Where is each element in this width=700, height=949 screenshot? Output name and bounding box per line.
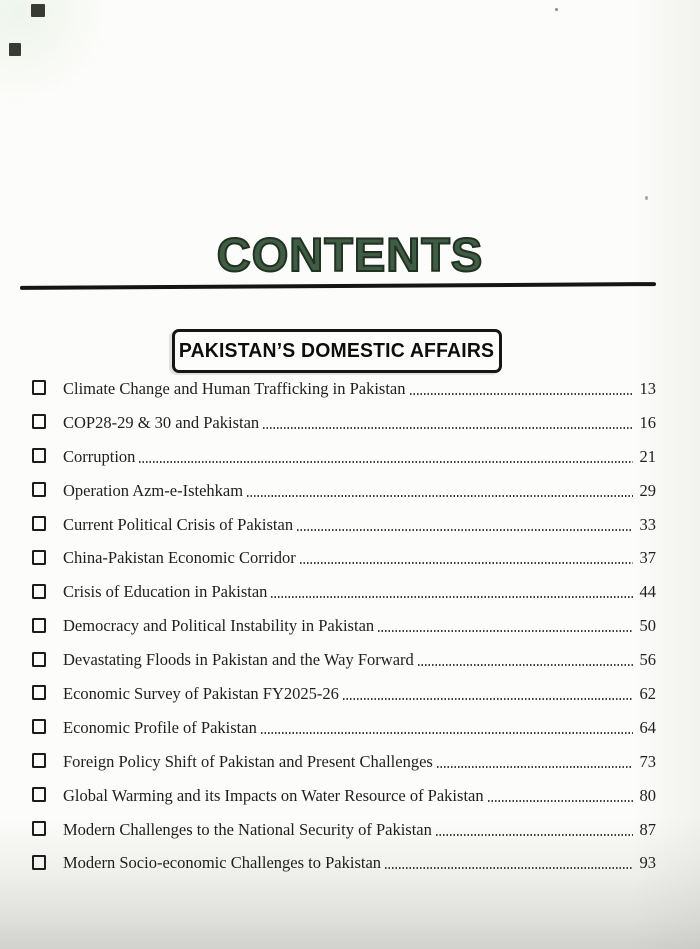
toc-entry-title: Climate Change and Human Trafficking in Pakistan [63, 378, 406, 398]
toc-entry-page: 21 [639, 446, 656, 466]
page-title: CONTENTS [216, 228, 484, 281]
dot-leader [410, 393, 634, 395]
square-checkbox-icon [32, 685, 46, 700]
toc-entry-page: 93 [639, 853, 656, 873]
toc-entry-title: Modern Socio-economic Challenges to Pakistan [63, 853, 382, 873]
toc-entry-title: Foreign Policy Shift of Pakistan and Present Challenges [63, 751, 433, 771]
toc-list [30, 372, 656, 880]
toc-entry-title: Democracy and Political Instability in Pakistan [63, 616, 375, 636]
toc-entry [30, 643, 656, 677]
dot-leader [261, 732, 633, 734]
toc-entry-page: 64 [639, 717, 656, 737]
toc-entry-title: Economic Survey of Pakistan FY2025-26 [63, 683, 339, 703]
toc-entry-page: 62 [639, 683, 656, 703]
dot-leader [247, 495, 633, 497]
scan-mark-square-top [31, 4, 45, 17]
square-checkbox-icon [32, 482, 46, 497]
toc-entry-title: China-Pakistan Economic Corridor [63, 548, 296, 568]
square-checkbox-icon [32, 855, 46, 870]
dot-leader [436, 834, 633, 836]
toc-entry-page: 50 [639, 616, 656, 636]
square-checkbox-icon [32, 550, 46, 565]
toc-entry-title: Global Warming and its Impacts on Water Resource of Pakistan [63, 785, 484, 805]
dot-leader [378, 630, 633, 632]
toc-entry [30, 474, 656, 508]
toc-entry-title: Current Political Crisis of Pakistan [63, 514, 294, 534]
toc-entry-page: 33 [639, 514, 656, 534]
toc-entry [30, 711, 656, 745]
horizontal-rule [20, 282, 656, 290]
dot-leader [343, 698, 633, 700]
dot-leader [488, 800, 633, 802]
toc-entry-page: 87 [639, 819, 656, 839]
dot-leader [263, 427, 633, 429]
toc-entry [30, 372, 656, 406]
toc-entry-title: Economic Profile of Pakistan [63, 717, 257, 737]
square-checkbox-icon [32, 516, 46, 531]
dot-leader [297, 529, 633, 531]
toc-entry-title: Crisis of Education in Pakistan [63, 582, 268, 602]
dot-leader [385, 867, 633, 869]
square-checkbox-icon [32, 821, 46, 836]
toc-entry-page: 73 [639, 751, 656, 771]
toc-entry-title: Modern Challenges to the National Security of Pakistan [63, 819, 432, 839]
square-checkbox-icon [32, 448, 46, 463]
dot-leader [139, 461, 633, 463]
toc-entry-page: 16 [639, 412, 656, 432]
toc-entry-title: COP28-29 & 30 and Pakistan [63, 412, 260, 432]
scan-speck-right [645, 196, 648, 200]
toc-entry [30, 846, 656, 880]
dot-leader [437, 766, 633, 768]
toc-entry [30, 440, 656, 474]
toc-entry-title: Operation Azm-e-Istehkam [63, 480, 244, 500]
toc-entry-page: 37 [639, 548, 656, 568]
toc-entry-page: 56 [639, 650, 656, 670]
toc-entry [30, 609, 656, 643]
toc-entry [30, 813, 656, 847]
dot-leader [300, 562, 633, 564]
scan-speck-top-right [555, 8, 558, 11]
section-heading: PAKISTAN’S DOMESTIC AFFAIRS [179, 339, 495, 362]
toc-entry [30, 779, 656, 813]
toc-entry [30, 541, 656, 575]
toc-entry [30, 575, 656, 609]
square-checkbox-icon [32, 787, 46, 802]
toc-entry [30, 406, 656, 440]
toc-entry-page: 29 [639, 480, 656, 500]
square-checkbox-icon [32, 618, 46, 633]
toc-entry-title: Corruption [63, 446, 136, 466]
toc-entry [30, 677, 656, 711]
toc-entry [30, 745, 656, 779]
toc-entry-page: 13 [639, 378, 656, 398]
toc-entry [30, 508, 656, 542]
square-checkbox-icon [32, 753, 46, 768]
section-heading-box [172, 329, 502, 373]
square-checkbox-icon [32, 380, 46, 395]
square-checkbox-icon [32, 652, 46, 667]
toc-entry-page: 44 [639, 582, 656, 602]
square-checkbox-icon [32, 719, 46, 734]
toc-entry-title: Devastating Floods in Pakistan and the Way Forward [63, 650, 414, 670]
dot-leader [418, 664, 633, 666]
square-checkbox-icon [32, 414, 46, 429]
square-checkbox-icon [32, 584, 46, 599]
toc-entry-page: 80 [639, 785, 656, 805]
scan-mark-square-left [9, 43, 21, 56]
dot-leader [271, 596, 633, 598]
